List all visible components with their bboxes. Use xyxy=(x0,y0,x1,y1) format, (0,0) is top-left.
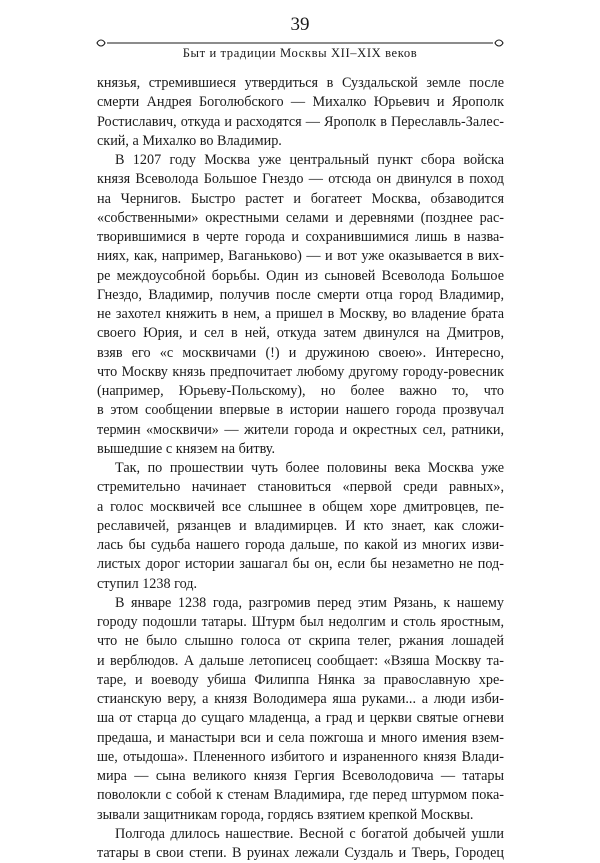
text-line: Ростиславич, откуда и расходятся — Ярополк в Переславль-Залес- xyxy=(97,113,504,130)
text-line: городу подошли татары. Штурм был недолгим и столь яростным, xyxy=(97,614,504,630)
text-line: Полгода длилось нашествие. Весной с богатой добычей ушли xyxy=(115,825,504,842)
text-line: на Чернигов. Быстро растет и богатеет Москва, обзаводится xyxy=(97,190,504,207)
text-line: ский, а Михалко во Владимир. xyxy=(97,132,282,149)
text-line: зывали защитникам города, гордясь взятием крепкой Москвы. xyxy=(97,806,474,823)
paragraph xyxy=(97,825,504,863)
text-line: взяв его «с москвичами (!) и дружиною своею». Интересно, xyxy=(97,344,504,361)
text-line: стианскую веру, а князя Володимера яша руками... а люди изби- xyxy=(97,691,504,707)
text-line: вышедшие с князем на битву. xyxy=(97,440,276,457)
text-line: предаша, и манастыри вси и села пожгоша и много имения взем- xyxy=(97,729,504,746)
page-number: 39 xyxy=(290,14,310,35)
text-line: ниях, как, например, Ваганьково) — и вот уже оказывается в вих- xyxy=(97,248,504,265)
text-line: В январе 1238 года, разгромив перед этим Рязань, к нашему xyxy=(115,594,504,611)
text-line: В 1207 году Москва уже центральный пункт сбора войска xyxy=(115,152,504,168)
text-line: смерти Андрея Боголюбского — Михалко Юрьевич и Ярополк xyxy=(97,94,504,111)
text-line: поволокли с собой к стенам Владимира, где перед штурмом пока- xyxy=(97,787,504,804)
text-line: термин «москвичи» — жители города и окрестных сел, ратники, xyxy=(97,421,504,438)
article-body xyxy=(97,74,504,863)
paragraph xyxy=(97,74,504,151)
paragraph xyxy=(97,594,504,825)
text-line: что Москву князь предпочитает любому другому городу-ровесник xyxy=(97,363,504,380)
text-line: лась бы судьба нашего города дальше, по какой из многих изви- xyxy=(97,537,504,553)
text-line: Так, по прошествии чуть более половины века Москва уже xyxy=(115,460,504,476)
text-line: татары в свои степи. В руинах лежали Суздаль и Тверь, Городец xyxy=(97,845,504,861)
text-line: ступил 1238 год. xyxy=(97,575,198,592)
text-line: ше, отыдоша». Плененного избитого и израненного князя Влади- xyxy=(97,748,504,765)
text-line: князя Всеволода Большое Гнездо — отсюда он двинулся в поход xyxy=(97,171,504,188)
paragraph xyxy=(97,151,504,459)
text-line: не захотел княжить в нем, а пришел в Москву, во владение брата xyxy=(97,306,504,322)
text-line: а голос москвичей все слышнее в общем хоре дмитровцев, пе- xyxy=(97,498,504,515)
text-line: Гнездо, Владимир, получив после смерти отца город Владимир, xyxy=(97,286,504,303)
text-line: «собственными» окрестными селами и деревнями (позднее рас- xyxy=(97,209,504,226)
text-line: ре междоусобной борьбы. Один из сыновей Всеволода Большое xyxy=(97,267,504,284)
paragraph xyxy=(97,459,504,594)
text-line: мира — сына великого князя Гергия Всеволодовича — татары xyxy=(97,768,504,784)
text-line: стремительно начинает становиться «первой среди равных», xyxy=(97,479,504,496)
text-line: в этом сообщении впервые в истории нашего города прозвучал xyxy=(97,402,504,419)
text-line: (например, Юрьеву-Польскому), но более важно то, что xyxy=(97,383,504,399)
text-line: и верблюдов. А дальше летописец сообщает: «Взяша Москву та- xyxy=(97,652,504,669)
text-line: своего Юрия, и сел в ней, откуда затем двинулся на Дмитров, xyxy=(97,325,504,342)
text-line: таре, и воеводу убиша Филиппа Нянка за православную хре- xyxy=(97,671,504,688)
running-head: Быт и традиции Москвы XII–XIX веков xyxy=(182,46,418,60)
text-line: листых дорог истории зашагал бы он, если бы незаметно не под- xyxy=(97,556,504,573)
text-line: творившимися в черте города и сохранившимися лишь в назва- xyxy=(97,229,504,245)
text-line: что не было слышно голоса от скрипа телег, ржания лошадей xyxy=(97,633,504,650)
text-line: ша от старца до сущаго младенца, а град и церкви святые огневи xyxy=(97,710,504,727)
text-line: князья, стремившиеся утвердиться в Суздальской земле после xyxy=(97,75,504,91)
text-line: реславичей, рязанцев и владимирцев. И кто знает, как сложи- xyxy=(97,517,504,534)
